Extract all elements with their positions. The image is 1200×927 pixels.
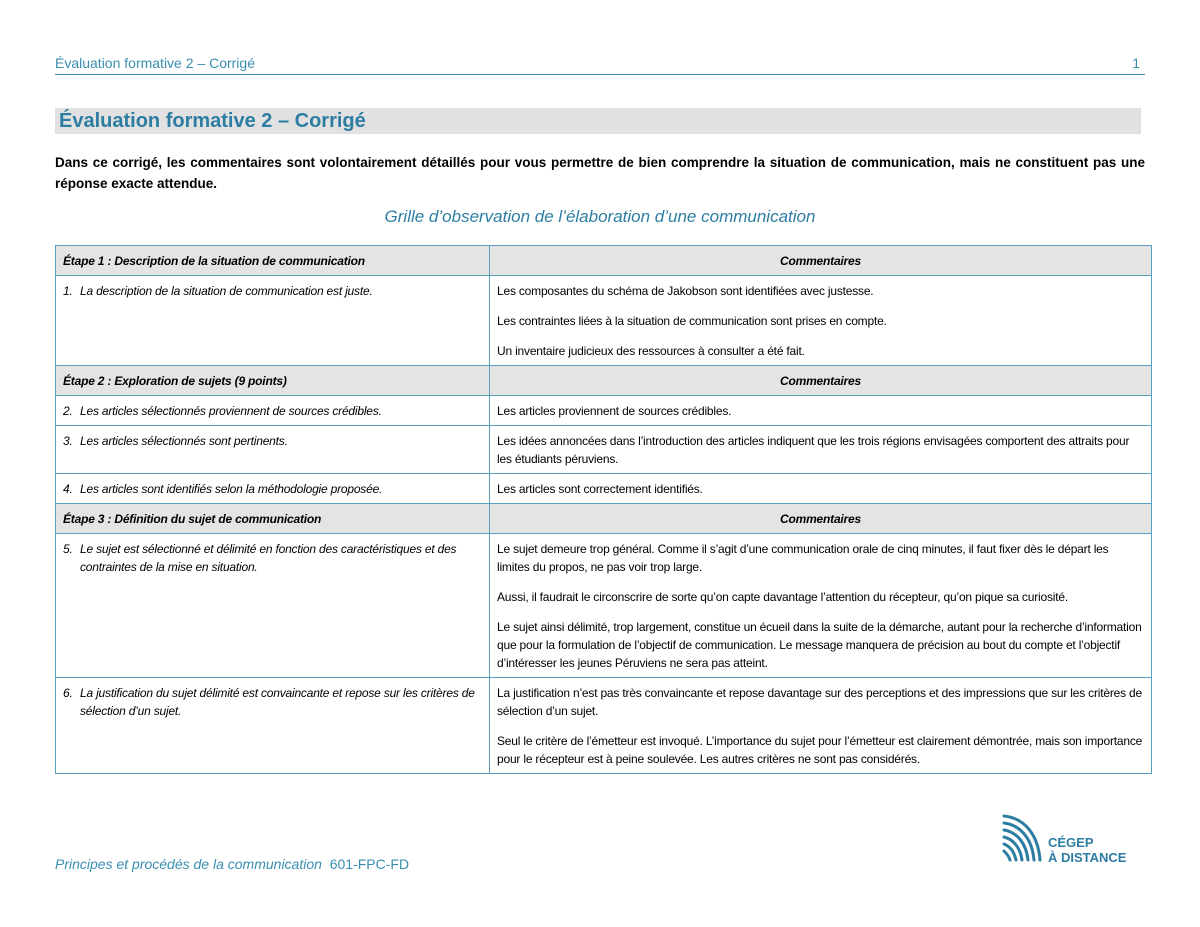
document-title: Évaluation formative 2 – Corrigé [55, 108, 1141, 134]
comments-heading: Commentaires [490, 504, 1152, 534]
comment-text: Aussi, il faudrait le circonscrire de sorte qu’on capte davantage l’attention du récepteur, qu’on pique sa curiosité. [497, 590, 1068, 604]
comment-text: Les articles proviennent de sources crédibles. [497, 404, 732, 418]
criterion-cell [56, 396, 490, 426]
criterion-cell [56, 678, 490, 774]
cegep-waves-icon [1000, 812, 1046, 867]
criterion-number: 5. [63, 542, 73, 556]
cegep-logo [1000, 812, 1145, 867]
comments-cell [490, 534, 1152, 678]
page-number: 1 [1132, 55, 1140, 71]
course-code: 601-FPC-FD [329, 856, 410, 872]
grid-title: Grille d’observation de l’élaboration d’une communication [384, 207, 816, 226]
comments-heading: Commentaires [490, 366, 1152, 396]
criterion-number: 4. [63, 482, 73, 496]
comment-text: Les composantes du schéma de Jakobson sont identifiées avec justesse. [497, 284, 874, 298]
stage-heading: Étape 2 : Exploration de sujets (9 points) [56, 366, 490, 396]
table-row [56, 678, 1152, 774]
comments-cell [490, 474, 1152, 504]
intro-paragraph: Dans ce corrigé, les commentaires sont volontairement détaillés pour vous permettre de bien comprendre la situation de communication, mais ne constituent pas une réponse exacte attendue. [55, 155, 1145, 191]
footer-course [55, 856, 409, 872]
running-header-title: Évaluation formative 2 – Corrigé [55, 55, 255, 71]
observation-grid-table [55, 245, 1152, 774]
comments-cell [490, 426, 1152, 474]
criterion-number: 1. [63, 284, 73, 298]
stage-header-row [56, 246, 1152, 276]
stage-heading: Étape 3 : Définition du sujet de communication [56, 504, 490, 534]
table-row [56, 276, 1152, 366]
table-row [56, 396, 1152, 426]
table-row [56, 426, 1152, 474]
criterion-text: Les articles sélectionnés sont pertinents. [80, 434, 288, 448]
table-row [56, 534, 1152, 678]
criterion-text: Le sujet est sélectionné et délimité en fonction des caractéristiques et des contraintes de la mise en situation. [80, 542, 457, 574]
criterion-number: 3. [63, 434, 73, 448]
comments-cell [490, 276, 1152, 366]
criterion-cell [56, 474, 490, 504]
criterion-number: 2. [63, 404, 73, 418]
stage-header-row [56, 504, 1152, 534]
course-name: Principes et procédés de la communication [55, 856, 322, 872]
comment-text: Le sujet demeure trop général. Comme il s’agit d’une communication orale de cinq minutes, il faut fixer dès le départ les limites du propos, ne pas voir trop large. [497, 542, 1109, 574]
criterion-cell [56, 276, 490, 366]
comments-cell [490, 396, 1152, 426]
criterion-text: Les articles sélectionnés proviennent de sources crédibles. [80, 404, 382, 418]
stage-heading: Étape 1 : Description de la situation de communication [56, 246, 490, 276]
stage-header-row [56, 366, 1152, 396]
comment-text: Les contraintes liées à la situation de communication sont prises en compte. [497, 314, 887, 328]
criterion-text: Les articles sont identifiés selon la méthodologie proposée. [80, 482, 383, 496]
criterion-text: La description de la situation de communication est juste. [80, 284, 373, 298]
comment-text: Un inventaire judicieux des ressources à consulter a été fait. [497, 344, 805, 358]
comments-heading: Commentaires [490, 246, 1152, 276]
comment-text: Les articles sont correctement identifiés. [497, 482, 703, 496]
table-row [56, 474, 1152, 504]
comment-text: Les idées annoncées dans l’introduction des articles indiquent que les trois régions envisagées comportent des attraits pour les étudiants péruviens. [497, 434, 1130, 466]
logo-line-2: À DISTANCE [1048, 850, 1127, 865]
criterion-cell [56, 534, 490, 678]
criterion-text: La justification du sujet délimité est convaincante et repose sur les critères de sélection d’un sujet. [80, 686, 475, 718]
comments-cell [490, 678, 1152, 774]
logo-line-1: CÉGEP [1048, 835, 1094, 850]
criterion-number: 6. [63, 686, 73, 700]
comment-text: Seul le critère de l’émetteur est invoqué. L’importance du sujet pour l’émetteur est clairement démontrée, mais son importance pour le récepteur est à peine soulevée. Les autres critères ne sont pas considérés. [497, 734, 1143, 766]
comment-text: La justification n’est pas très convaincante et repose davantage sur des perceptions et des impressions que sur les critères de sélection d’un sujet. [497, 686, 1142, 718]
logo-text [1048, 835, 1126, 865]
running-header [55, 55, 1145, 75]
criterion-cell [56, 426, 490, 474]
comment-text: Le sujet ainsi délimité, trop largement, constitue un écueil dans la suite de la démarche, autant pour la recherche d’information que pour la formulation de l’objectif de communication. Le message manquera de précision au bout du compte et l’objectif d’intéresser les jeunes Péruviens ne sera pas atteint. [497, 620, 1142, 670]
